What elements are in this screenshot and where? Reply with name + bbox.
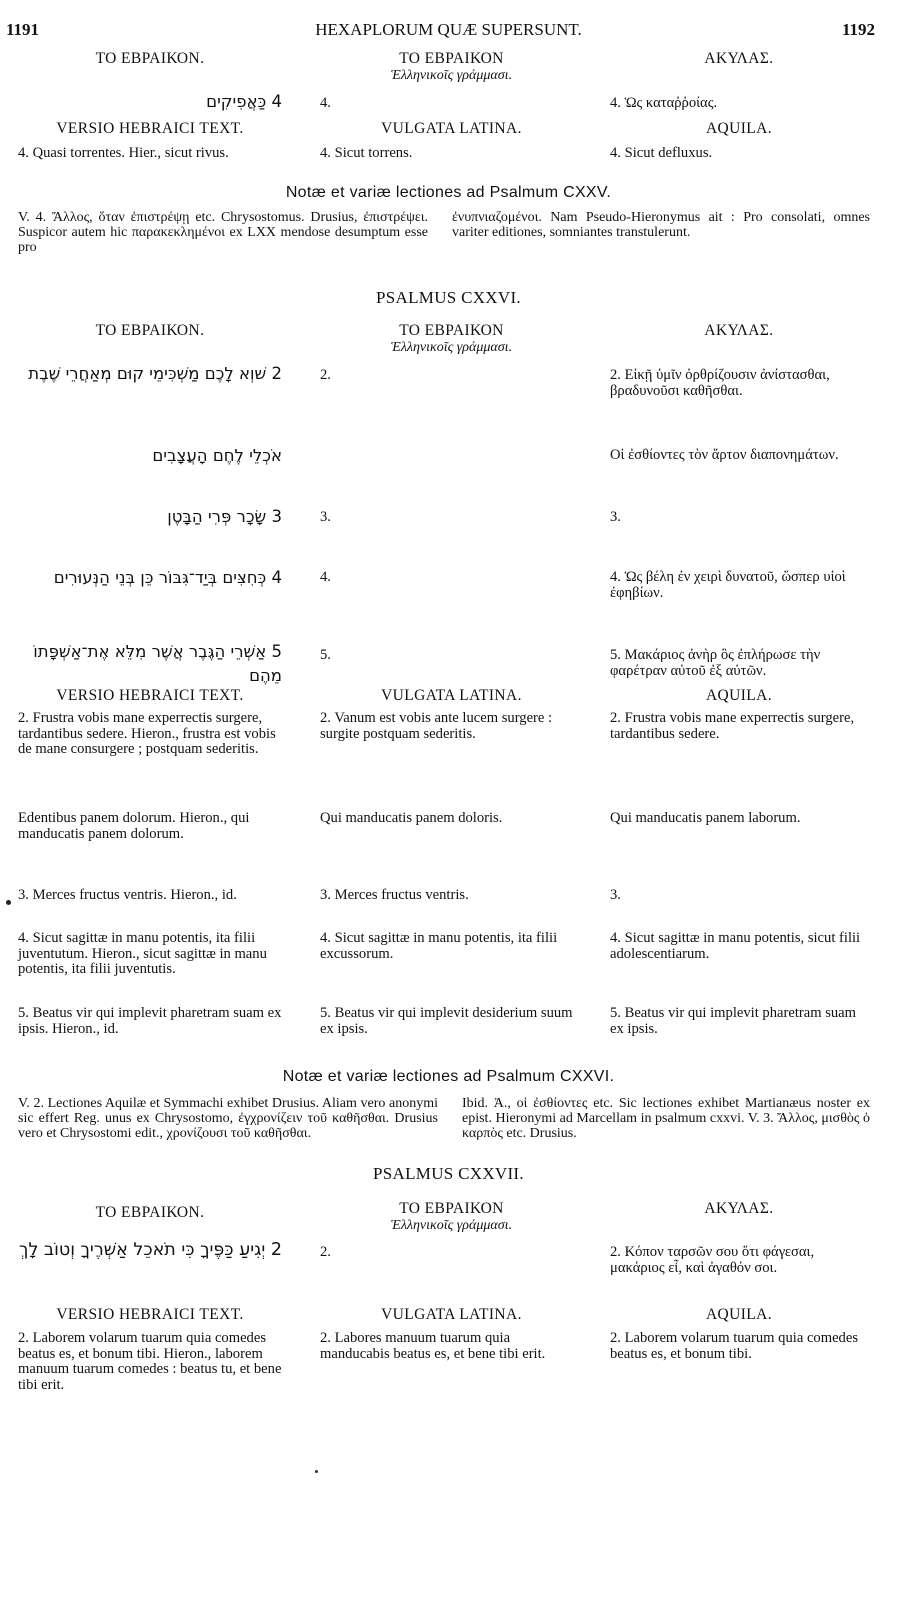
aquila-latin-verse: 2. Laborem volarum tuarum quia comedes beatus es, et bonum tibi. <box>610 1330 859 1362</box>
right-page-number: 1192 <box>841 20 875 39</box>
hebrew-verse: אֹכְלֵי לֶחֶם הָעֲצָבִים <box>152 446 282 465</box>
versio-verse: 5. Beatus vir qui implevit pharetram suam ex ipsis. Hieron., id. <box>18 1005 282 1037</box>
col-head-translit: ΤΟ ΕΒΡΑΙΚΟΝ <box>399 322 504 339</box>
vulgata-verse: 5. Beatus vir qui implevit desiderium suum ex ipsis. <box>320 1005 573 1037</box>
vulgata-verse: 2. Labores manuum tuarum quia manducabis beatus es, et bene tibi erit. <box>320 1330 546 1362</box>
col-head-vulgata: VULGATA LATINA. <box>381 1306 522 1323</box>
col-head-vulgata: VULGATA LATINA. <box>381 120 522 137</box>
notes-title: Notæ et variæ lectiones ad Psalmum CXXV. <box>285 184 612 201</box>
versio-verse: 3. Merces fructus ventris. Hieron., id. <box>18 887 237 903</box>
psalm-title: PSALMUS CXXVII. <box>373 1164 524 1183</box>
translit-verse: 5. <box>320 647 331 663</box>
col-head-translit: ΤΟ ΕΒΡΑΙΚΟΝ <box>399 1200 504 1217</box>
col-head-translit-sub: Ἑλληνικοῖς γράμμασι. <box>390 68 513 83</box>
col-head-versio: VERSIO HEBRAICI TEXT. <box>56 1306 244 1323</box>
versio-verse: Edentibus panem dolorum. Hieron., qui manducatis panem dolorum. <box>18 810 250 842</box>
col-head-translit-sub: Ἑλληνικοῖς γράμμασι. <box>390 1218 513 1233</box>
col-head-vulgata: VULGATA LATINA. <box>381 687 522 704</box>
col-head-hebrew: ΤΟ ΕΒΡΑΙΚΟΝ. <box>95 322 205 339</box>
aquila-verse: 5. Μακάριος ἀνὴρ ὃς ἐπλήρωσε τὴν φαρέτραν αὐτοῦ ἐξ αὐτῶν. <box>610 647 821 679</box>
col-head-versio: VERSIO HEBRAICI TEXT. <box>56 687 244 704</box>
note-right: ἐνυπνιαζομένοι. Nam Pseudo-Hieronymus ait : Pro consolati, omnes variter editiones, somniantes transtulerunt. <box>452 210 870 240</box>
vulgata-verse: 2. Vanum est vobis ante lucem surgere : surgite postquam sederitis. <box>320 710 553 742</box>
aquila-verse: 4. Ὡς καταῤῥοίας. <box>610 95 718 111</box>
note-left: V. 2. Lectiones Aquilæ et Symmachi exhibet Drusius. Aliam vero anonymi sic effert Reg. unus ex Chrysostomo, ἐγχρονίζειν τοῦ καθῆσθαι. Drusius vero et Chrysostomi edit., χρονίζουσι τοῦ καθῆσθαι. <box>18 1096 438 1141</box>
aquila-verse: 2. Κόπον ταρσῶν σου ὅτι φάγεσαι, μακάριος εἶ, καὶ ἀγαθόν σοι. <box>610 1244 815 1276</box>
col-head-aquila: ΑΚΥΛΑΣ. <box>704 322 774 339</box>
col-head-aquila: ΑΚΥΛΑΣ. <box>704 1200 774 1217</box>
hebrew-verse: 3 שָׂכָר פְּרִי הַבָּטֶן <box>167 507 282 526</box>
hebrew-verse: 4 כַּאֲפִיקִים <box>206 92 282 111</box>
aquila-latin-verse: 2. Frustra vobis mane experrectis surgere, tardantibus sedere. <box>610 710 855 742</box>
col-head-aquila-latin: AQUILA. <box>705 120 773 137</box>
vulgata-verse: Qui manducatis panem doloris. <box>320 810 503 826</box>
note-right: Ibid. Ἀ., οἱ ἐσθίοντες etc. Sic lectiones exhibet Martianæus noster ex epist. Hieronymi ad Marcellam in psalmum cxxvi. V. 3. Ἄλλος, μισθὸς ὁ καρπὸς etc. Drusius. <box>462 1096 870 1141</box>
hebrew-verse: 4 כְּחִצִּים בְּיַד־גִּבּוֹר כֵּן בְּנֵי הַנְּעוּרִים <box>53 568 282 587</box>
vulgata-verse: 4. Sicut torrens. <box>320 145 413 161</box>
col-head-aquila-latin: AQUILA. <box>705 1306 773 1323</box>
translit-verse: 2. <box>320 367 331 383</box>
col-head-aquila-latin: AQUILA. <box>705 687 773 704</box>
translit-verse: 4. <box>320 95 331 111</box>
translit-verse: 2. <box>320 1244 331 1260</box>
vulgata-verse: 3. Merces fructus ventris. <box>320 887 469 903</box>
col-head-hebrew: ΤΟ ΕΒΡΑΙΚΟΝ. <box>95 50 205 67</box>
aquila-latin-verse: Qui manducatis panem laborum. <box>610 810 801 826</box>
ink-speck <box>6 900 11 905</box>
hebrew-verse: 5 אַשְׁרֵי הַגֶּבֶר אֲשֶׁר מִלֵּא אֶת־אַשְׁפָּתוֹ מֵהֶם <box>33 642 282 685</box>
hebrew-verse: 2 יְגִיעַ כַּפֶּיךָ כִּי תֹאכֵל אַשְׁרֶיךָ וְטוֹב לָךְ <box>19 1240 282 1260</box>
versio-verse: 2. Frustra vobis mane experrectis surgere, tardantibus sedere. Hieron., frustra est vobis de mane consurgere ; postquam sederitis. <box>18 710 276 757</box>
col-head-hebrew: ΤΟ ΕΒΡΑΙΚΟΝ. <box>95 1204 205 1221</box>
col-head-translit: ΤΟ ΕΒΡΑΙΚΟΝ <box>399 50 504 67</box>
versio-verse: 4. Quasi torrentes. Hier., sicut rivus. <box>18 145 229 161</box>
col-head-versio: VERSIO HEBRAICI TEXT. <box>56 120 244 137</box>
ink-speck <box>315 1470 318 1473</box>
translit-verse: 3. <box>320 509 331 525</box>
aquila-verse: 3. <box>610 509 621 525</box>
versio-verse: 2. Laborem volarum tuarum quia comedes beatus es, et bonum tibi. Hieron., laborem manuum tuarum comedes : beatus tu, et bene tibi erit. <box>18 1330 282 1393</box>
aquila-verse: Οἱ ἐσθίοντες τὸν ἄρτον διαπονημάτων. <box>610 447 839 463</box>
aquila-latin-verse: 5. Beatus vir qui implevit pharetram suam ex ipsis. <box>610 1005 857 1037</box>
psalm-title: PSALMUS CXXVI. <box>376 288 521 307</box>
col-head-translit-sub: Ἑλληνικοῖς γράμμασι. <box>390 340 513 355</box>
vulgata-verse: 4. Sicut sagittæ in manu potentis, ita filii excussorum. <box>320 930 558 962</box>
col-head-aquila: ΑΚΥΛΑΣ. <box>704 50 774 67</box>
aquila-verse: 4. Ὡς βέλη ἐν χειρὶ δυνατοῦ, ὥσπερ υἱοὶ ἐφηβίων. <box>610 569 846 601</box>
aquila-latin-verse: 4. Sicut defluxus. <box>610 145 713 161</box>
aquila-latin-verse: 4. Sicut sagittæ in manu potentis, sicut filii adolescentiarum. <box>610 930 861 962</box>
versio-verse: 4. Sicut sagittæ in manu potentis, ita filii juventutum. Hieron., sicut sagittæ in manu potentis, ita filii juventutis. <box>18 930 267 977</box>
left-page-number: 1191 <box>6 20 40 39</box>
translit-verse: 4. <box>320 569 331 585</box>
note-left: V. 4. Ἄλλος, ὅταν ἐπιστρέψῃ etc. Chrysostomus. Drusius, ἐπιστρέψει. Suspicor autem hic παρακεκλημένοι ex LXX mendose desumptum esse pro <box>18 210 428 255</box>
notes-title: Notæ et variæ lectiones ad Psalmum CXXVI. <box>282 1068 615 1085</box>
hebrew-verse: 2 שׁוְא לָכֶם מַשְׁכִּימֵי קוּם מְאַחֲרֵי שֶׁבֶת <box>28 364 282 383</box>
running-title: HEXAPLORUM QUÆ SUPERSUNT. <box>315 20 582 39</box>
aquila-verse: 2. Εἰκῇ ὑμῖν ὀρθρίζουσιν ἀνίστασθαι, βραδυνοῦσι καθῆσθαι. <box>610 367 830 399</box>
aquila-latin-verse: 3. <box>610 887 621 903</box>
